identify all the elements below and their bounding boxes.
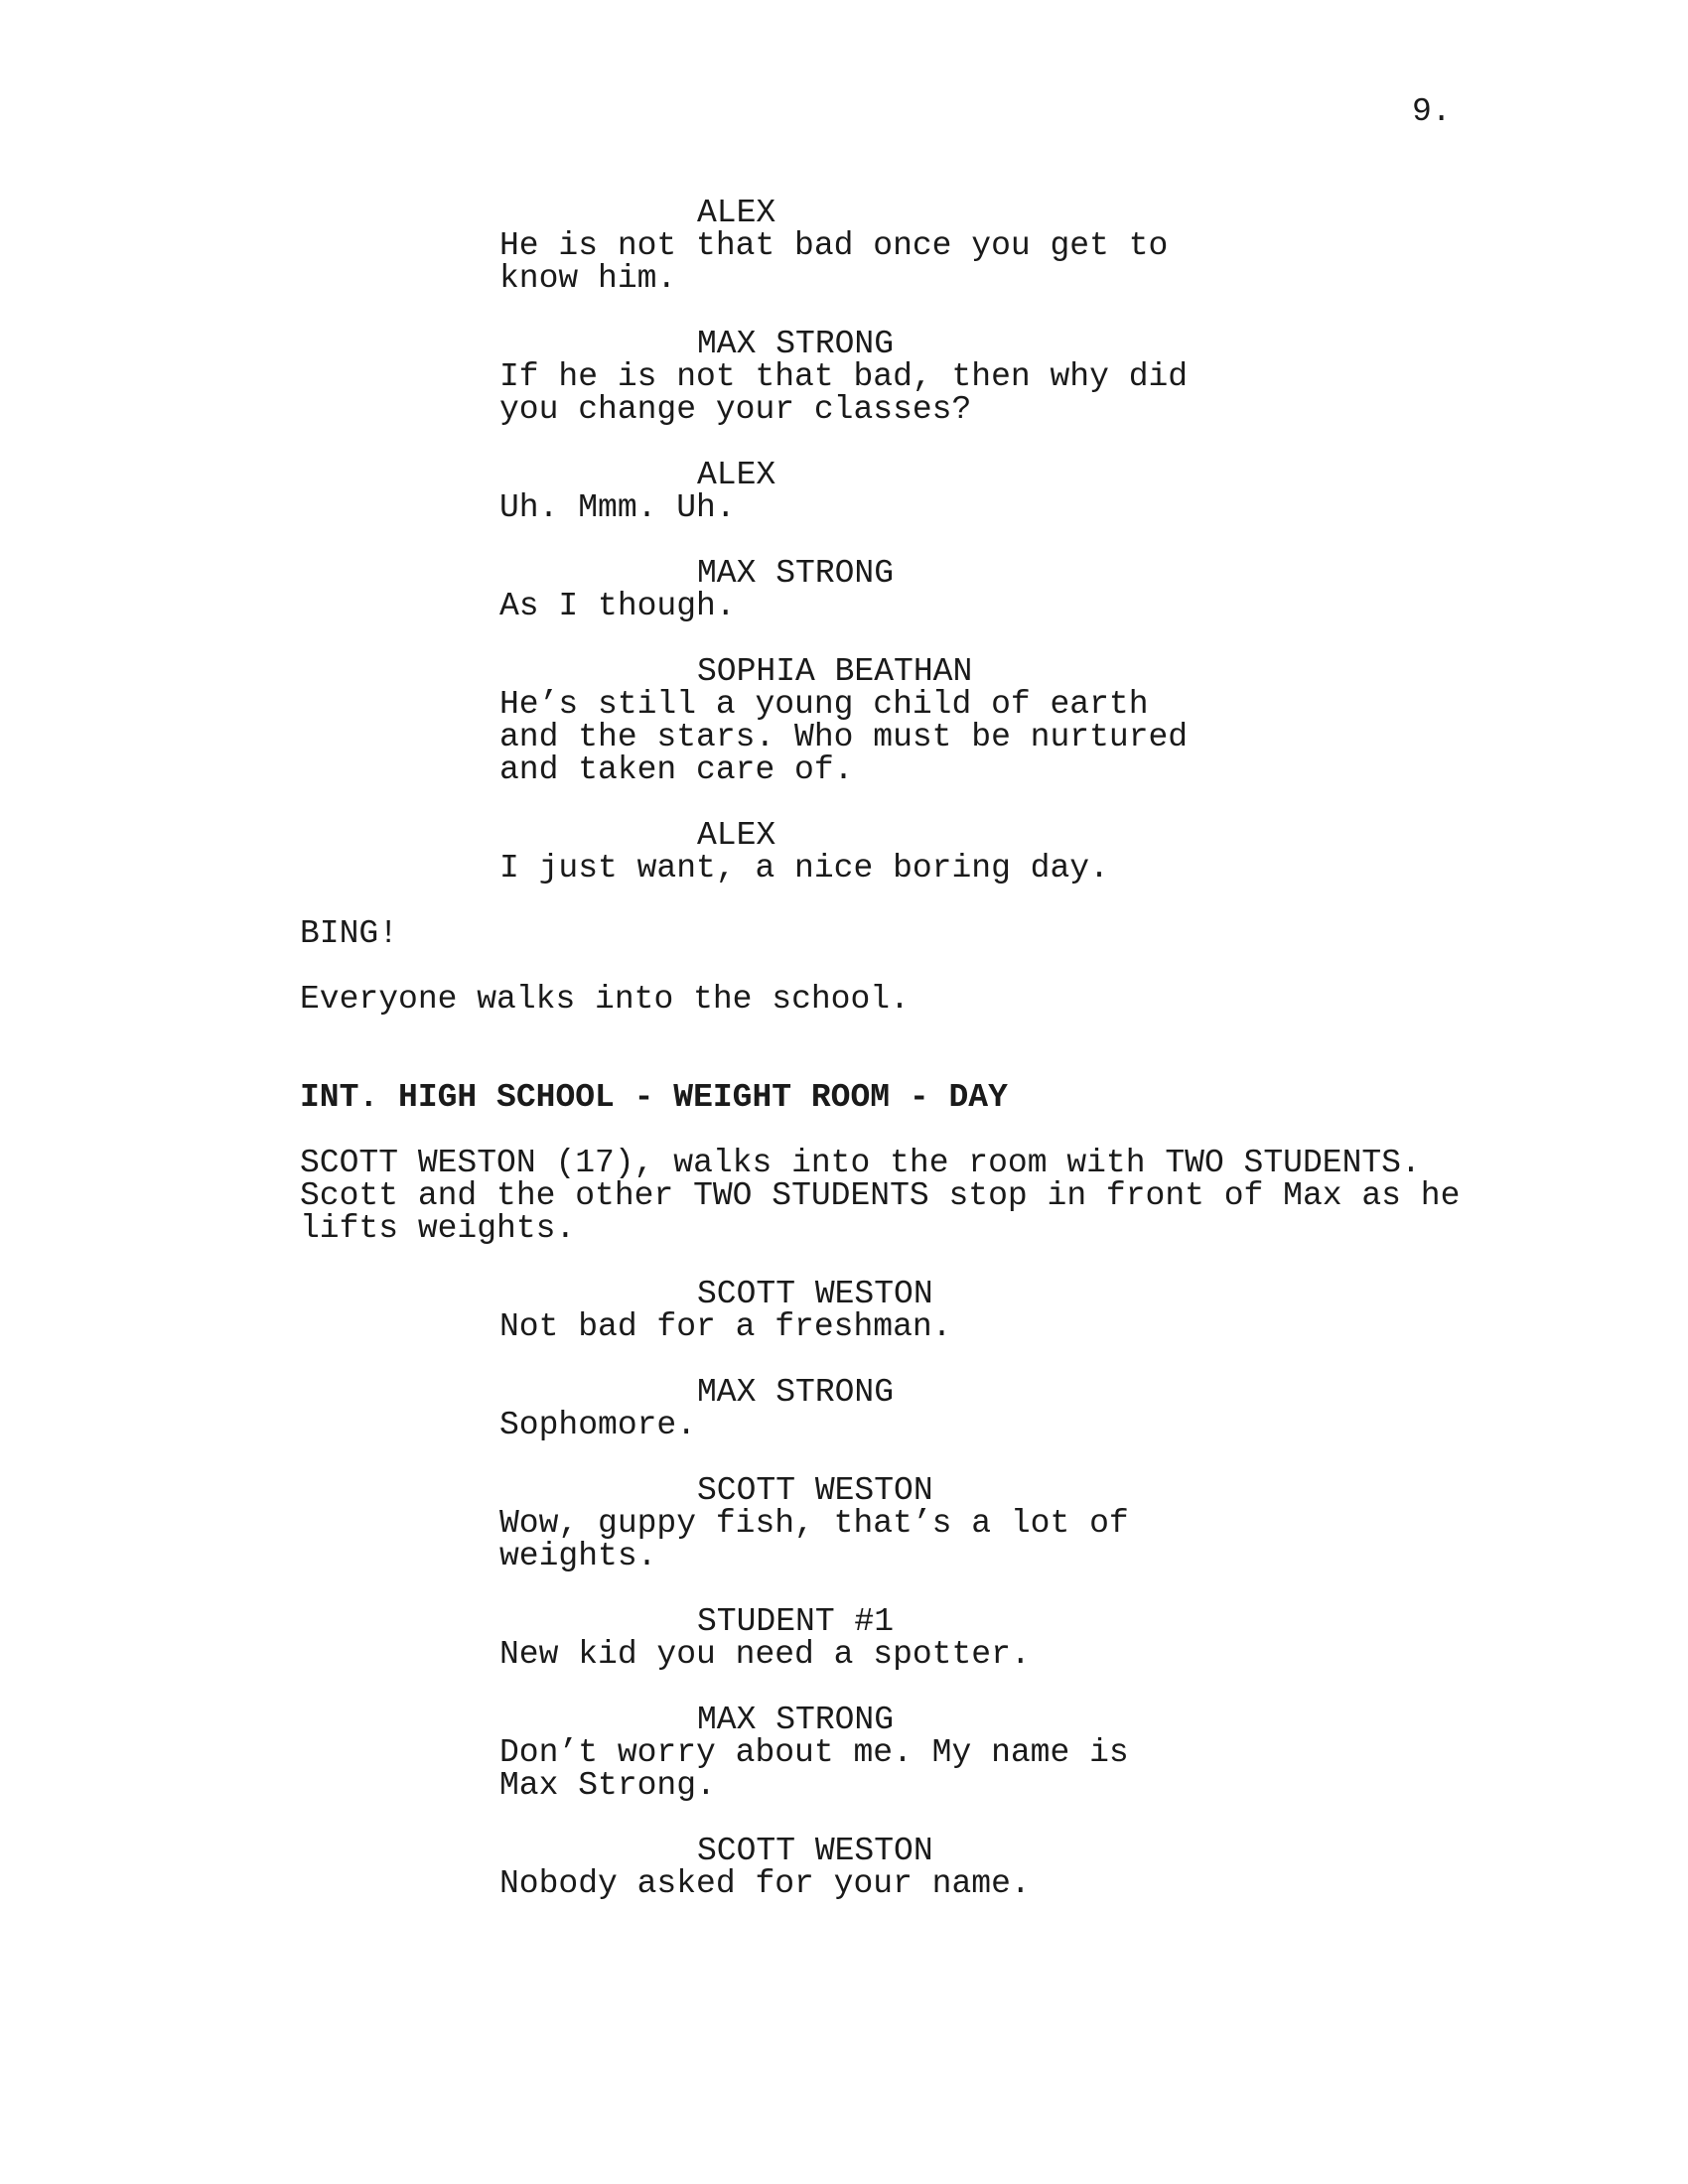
- dialogue-line: He is not that bad once you get to know him.: [499, 227, 1169, 297]
- dialogue-line: Not bad for a freshman.: [499, 1308, 952, 1345]
- action-line: SCOTT WESTON (17), walks into the room with TWO STUDENTS. Scott and the other TWO STUDENTS stop in front of Max as he lifts weights.: [300, 1145, 1461, 1247]
- character-cue: STUDENT #1: [697, 1603, 895, 1640]
- character-cue: ALEX: [697, 457, 776, 493]
- character-cue: ALEX: [697, 195, 776, 231]
- action-line: BING!: [300, 915, 399, 952]
- character-cue: SCOTT WESTON: [697, 1276, 933, 1312]
- dialogue-line: Nobody asked for your name.: [499, 1865, 1031, 1902]
- character-cue: MAX STRONG: [697, 1702, 895, 1738]
- scene-heading: INT. HIGH SCHOOL - WEIGHT ROOM - DAY: [300, 1079, 1008, 1116]
- dialogue-line: If he is not that bad, then why did you change your classes?: [499, 358, 1189, 428]
- character-cue: SOPHIA BEATHAN: [697, 653, 973, 690]
- dialogue-line: Uh. Mmm. Uh.: [499, 489, 736, 526]
- action-line: Everyone walks into the school.: [300, 981, 910, 1018]
- character-cue: SCOTT WESTON: [697, 1833, 933, 1869]
- dialogue-line: As I though.: [499, 588, 736, 624]
- screenplay-body: [0, 197, 1688, 1900]
- dialogue-line: New kid you need a spotter.: [499, 1636, 1031, 1673]
- dialogue-line: I just want, a nice boring day.: [499, 850, 1109, 887]
- dialogue-line: Don’t worry about me. My name is Max Strong.: [499, 1734, 1129, 1804]
- page-number: 9.: [1412, 93, 1452, 130]
- character-cue: MAX STRONG: [697, 326, 895, 362]
- dialogue-line: He’s still a young child of earth and the stars. Who must be nurtured and taken care of.: [499, 686, 1189, 788]
- character-cue: MAX STRONG: [697, 1374, 895, 1411]
- dialogue-line: Wow, guppy fish, that’s a lot of weights.: [499, 1505, 1129, 1574]
- character-cue: ALEX: [697, 817, 776, 854]
- character-cue: MAX STRONG: [697, 555, 895, 592]
- dialogue-line: Sophomore.: [499, 1407, 697, 1443]
- character-cue: SCOTT WESTON: [697, 1472, 933, 1509]
